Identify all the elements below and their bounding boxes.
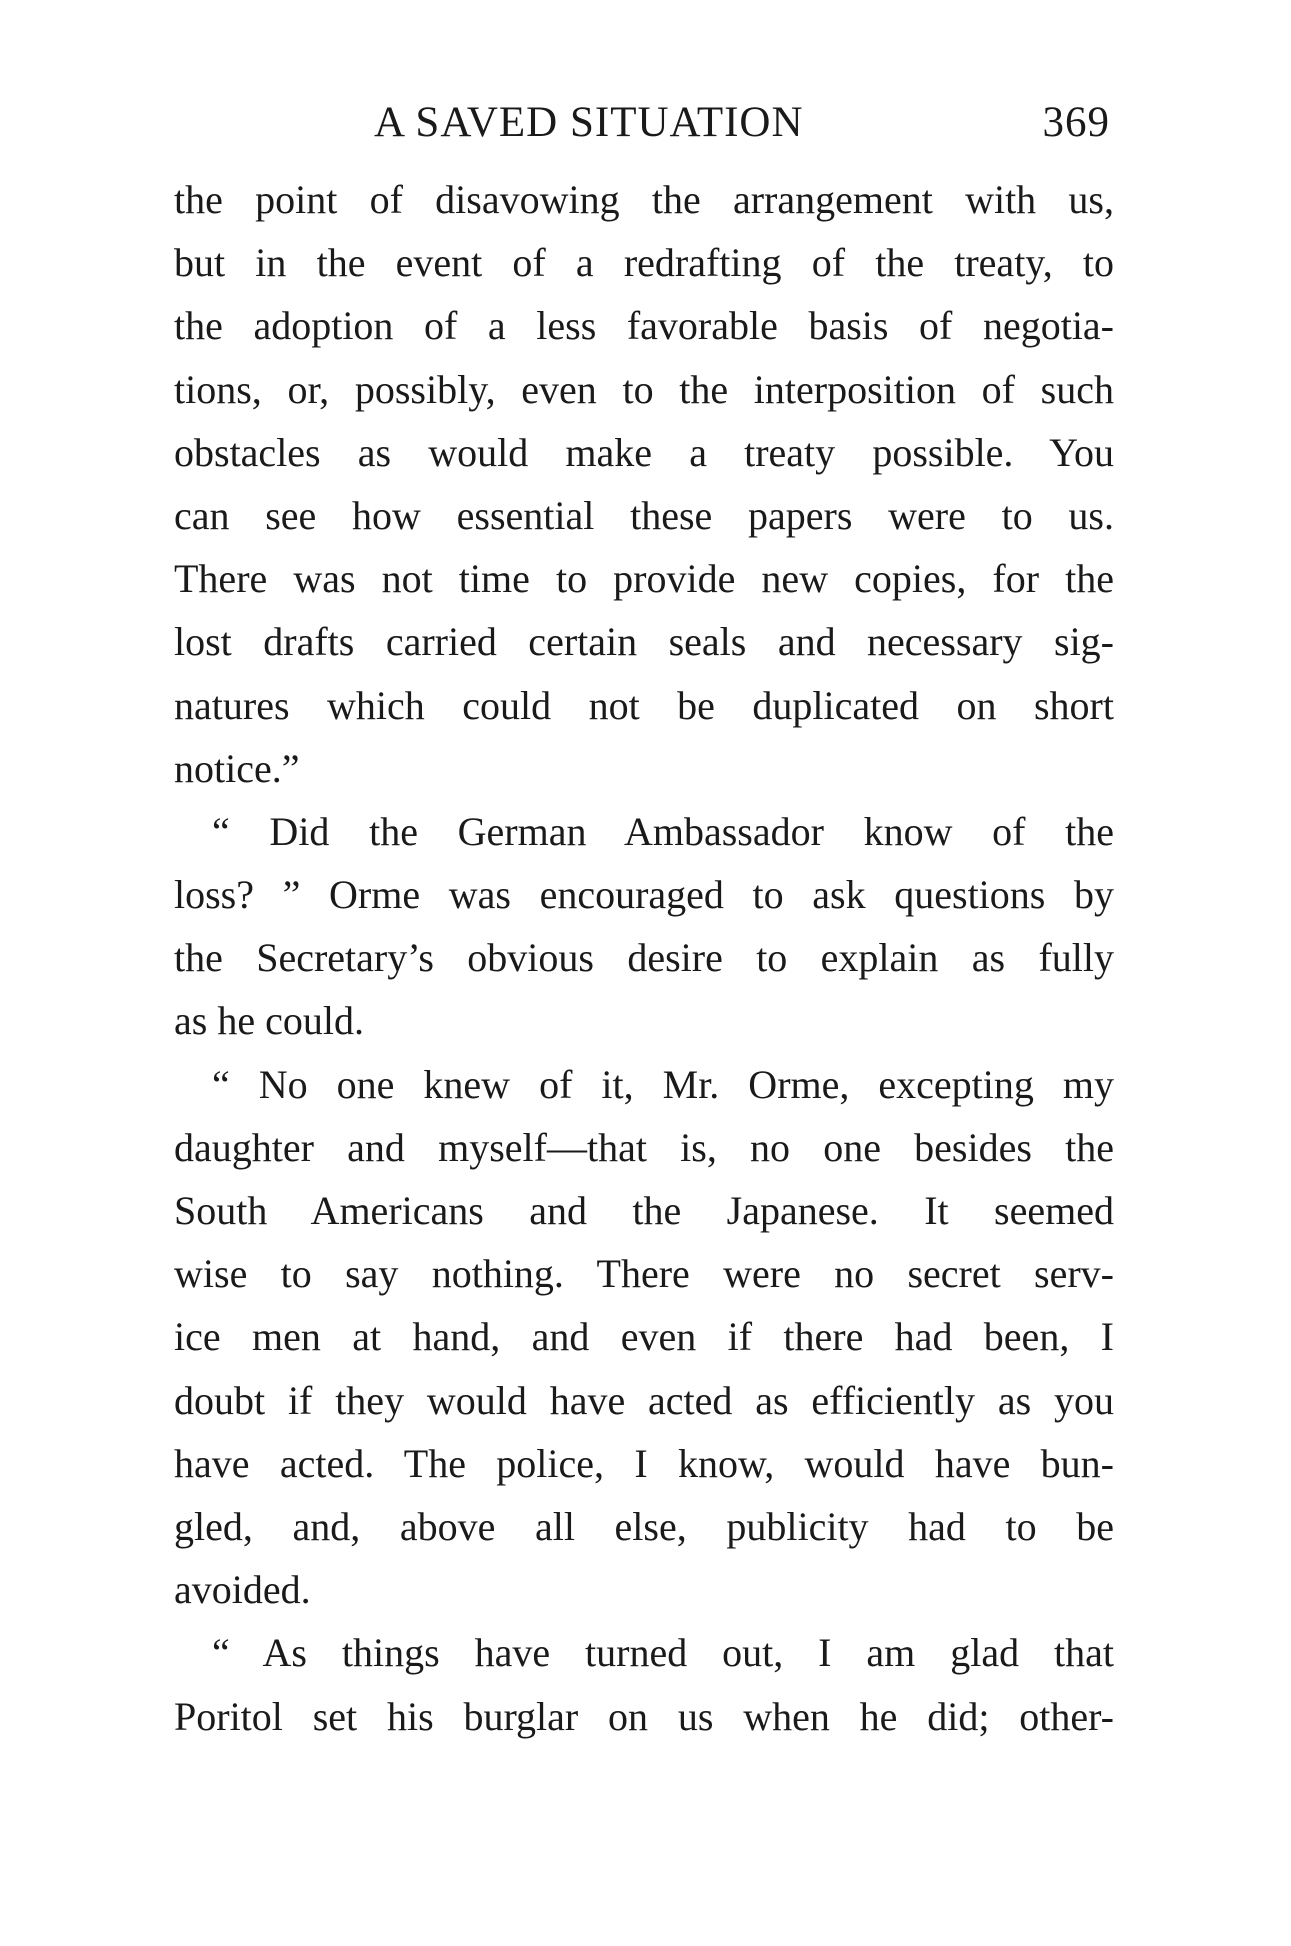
paragraph	[174, 1053, 1114, 1622]
text-line: the point of disavowing the arrangement with us,	[174, 177, 1114, 222]
text-line: There was not time to provide new copies, for the	[174, 556, 1114, 602]
text-line: natures which could not be duplicated on short	[174, 682, 1114, 728]
running-head	[174, 98, 1110, 154]
paragraph	[174, 168, 1114, 800]
paragraph	[174, 800, 1114, 1053]
text-line: the Secretary’s obvious desire to explain as fully	[174, 935, 1114, 981]
text-line: tions, or, possibly, even to the interposition of such	[174, 366, 1114, 412]
text-line: obstacles as would make a treaty possible. You	[174, 429, 1114, 475]
text-line: ice men at hand, and even if there had been, I	[174, 1314, 1114, 1360]
body-text	[174, 168, 1114, 1748]
text-line: daughter and myself—that is, no one besides the	[174, 1124, 1114, 1170]
text-line: the adoption of a less favorable basis of negotia-	[174, 303, 1114, 349]
text-line: have acted. The police, I know, would have bun-	[174, 1440, 1114, 1486]
text-line: but in the event of a redrafting of the treaty, to	[174, 240, 1114, 286]
text-line: loss? ” Orme was encouraged to ask questions by	[174, 872, 1114, 918]
text-line: lost drafts carried certain seals and necessary sig-	[174, 619, 1114, 665]
text-line: notice.”	[174, 745, 300, 791]
text-line: “ As things have turned out, I am glad that	[212, 1630, 1114, 1676]
page-number: 369	[1042, 99, 1110, 146]
text-line: “ Did the German Ambassador know of the	[212, 808, 1114, 854]
text-line: gled, and, above all else, publicity had to be	[174, 1503, 1114, 1549]
running-title: A SAVED SITUATION	[374, 99, 804, 146]
text-line: can see how essential these papers were to us.	[174, 492, 1114, 538]
text-line: wise to say nothing. There were no secret serv-	[174, 1251, 1114, 1297]
paragraph	[174, 1621, 1114, 1747]
text-line: avoided.	[174, 1567, 311, 1613]
text-line: South Americans and the Japanese. It seemed	[174, 1188, 1114, 1233]
text-line: “ No one knew of it, Mr. Orme, excepting my	[212, 1061, 1114, 1107]
text-line: doubt if they would have acted as efficiently as you	[174, 1377, 1114, 1423]
text-line: Poritol set his burglar on us when he did; other-	[174, 1693, 1114, 1739]
text-line: as he could.	[174, 998, 364, 1044]
